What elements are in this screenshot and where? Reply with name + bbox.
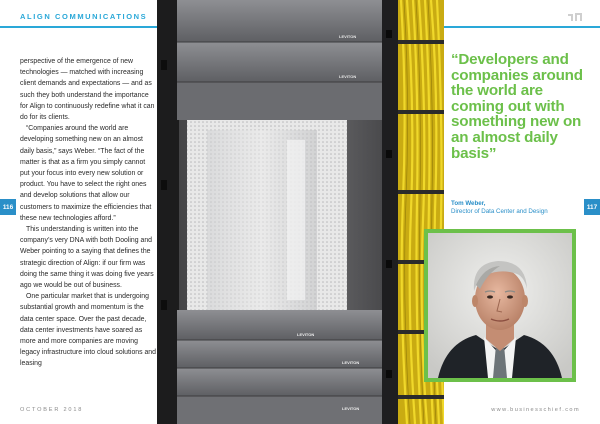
article-paragraph: This understanding is written into the company’s very DNA with both Dooling and Weber pointing to a saying that defines the strategic direction of Align: if our firm was doing the same thing it was doing five years ago we would be out of business.	[20, 226, 154, 290]
article-paragraph: “Companies around the world are developing something new on an almost daily basis,” says Weber. “The fact of the matter is that as a firm you simply cannot put your focus into every new solution or product. You have to select the right ones and develop solutions that allow our customers to maximize the efficiencies that these new technologies afford.”	[20, 125, 152, 222]
article-paragraph: One particular market that is undergoing substantial growth and momentum is the data center space. Over the past decade, data center investments have soared as more and more companies are moving legacy infrastructure into cloud solutions and leasing	[20, 293, 156, 368]
svg-text:LEVITON: LEVITON	[339, 74, 357, 79]
page-number-right: 117	[584, 199, 600, 215]
portrait-illustration	[428, 233, 572, 378]
article-paragraph: perspective of the emergence of new technologies — matched with increasing client demands and expectations — and as such they both understand the importance for Align to continuously redefine what it can do for its clients.	[20, 58, 155, 122]
svg-text:LEVITON: LEVITON	[342, 406, 360, 411]
svg-text:LEVITON: LEVITON	[342, 360, 360, 365]
quote-attribution-name: Tom Weber,	[451, 200, 486, 207]
issue-date: OCTOBER 2018	[20, 407, 84, 413]
article-body	[20, 56, 156, 370]
page-number-left: 116	[0, 199, 16, 215]
portrait-frame	[424, 229, 576, 382]
portrait-photo	[428, 233, 572, 378]
publication-logo-icon	[567, 12, 583, 22]
server-rack-illustration	[157, 0, 444, 424]
pull-quote: “Developers and companies around the world are coming out with something new on an almost daily basis”	[451, 51, 583, 162]
svg-text:LEVITON: LEVITON	[297, 332, 315, 337]
server-rack-photo	[157, 0, 444, 424]
quote-attribution-role: Director of Data Center and Design	[451, 208, 548, 215]
website-url: www.businesschief.com	[491, 407, 580, 413]
publication-brand: ALIGN COMMUNICATIONS	[20, 12, 148, 21]
svg-text:LEVITON: LEVITON	[339, 34, 357, 39]
